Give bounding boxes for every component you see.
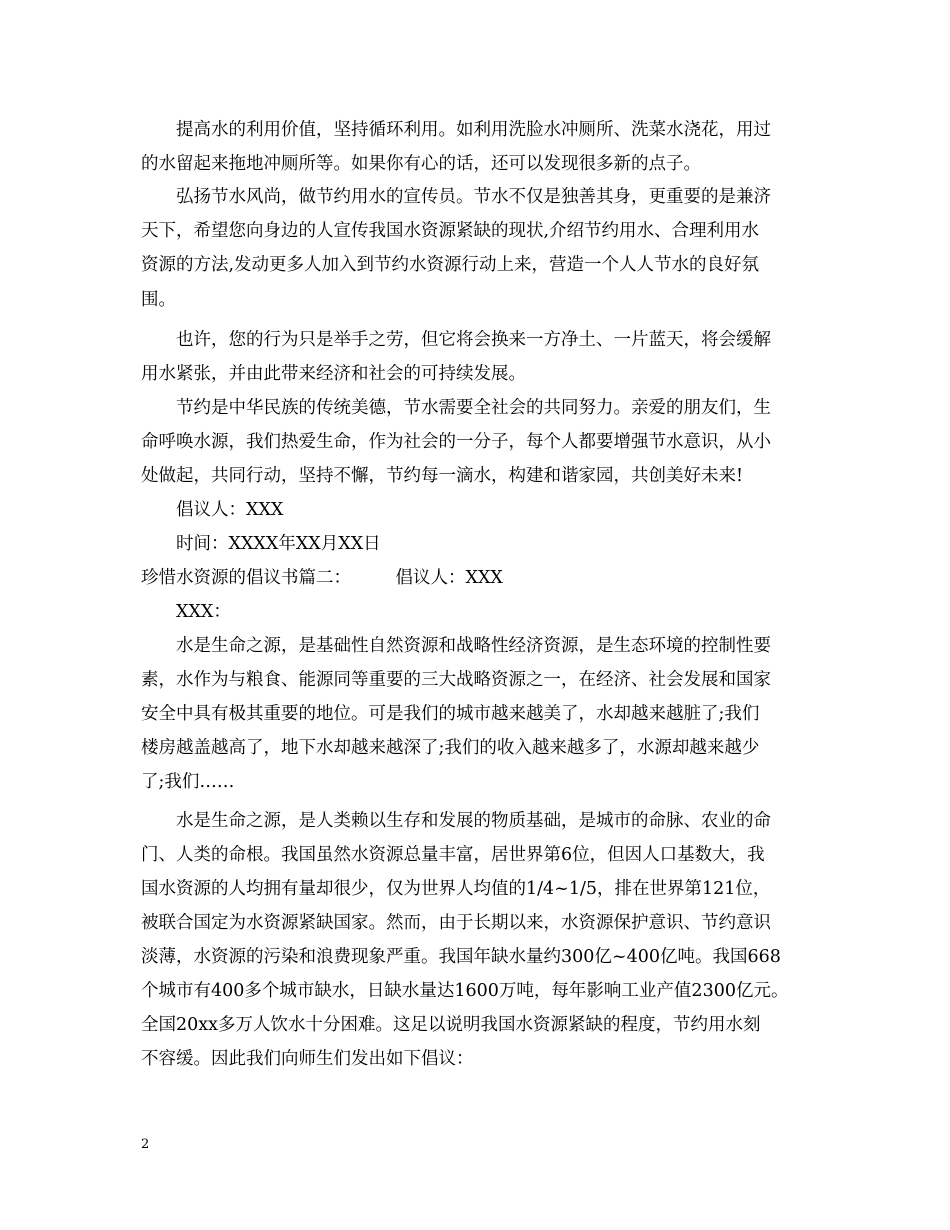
- text-line: 命呼唤水源，我们热爱生命，作为社会的一分子，每个人都要增强节水意识，从小: [141, 432, 771, 452]
- text-line: 淡薄，水资源的污染和浪费现象严重。我国年缺水量约300亿~400亿吨。我国668: [141, 947, 781, 967]
- signature-line: 倡议人：XXX: [176, 500, 284, 520]
- text-line: 素，水作为与粮食、能源同等重要的三大战略资源之一，在经济、社会发展和国家: [141, 670, 771, 690]
- text-line: 不容缓。因此我们向师生们发出如下倡议：: [141, 1049, 474, 1069]
- text-line: 门、人类的命根。我国虽然水资源总量丰富，居世界第6位，但因人口基数大，我: [141, 845, 765, 865]
- text-line: 了;我们……: [141, 772, 235, 792]
- text-line: 处做起，共同行动，坚持不懈，节约每一滴水，构建和谐家园，共创美好未来!: [141, 466, 744, 486]
- text-line: 提高水的利用价值，坚持循环利用。如利用洗脸水冲厕所、洗菜水浇花，用过: [176, 120, 771, 140]
- text-line: 被联合国定为水资源紧缺国家。然而，由于长期以来，水资源保护意识、节约意识: [141, 913, 771, 933]
- text-line: 节约是中华民族的传统美德，节水需要全社会的共同努力。亲爱的朋友们，生: [176, 398, 771, 418]
- date-line: 时间：XXXX年XX月XX日: [176, 534, 381, 554]
- text-line: 水是生命之源，是基础性自然资源和战略性经济资源，是生态环境的控制性要: [176, 636, 771, 656]
- text-line: 的水留起来拖地冲厕所等。如果你有心的话，还可以发现很多新的点子。: [141, 154, 701, 174]
- text-line: 用水紧张，并由此带来经济和社会的可持续发展。: [141, 364, 526, 384]
- text-line: 也许，您的行为只是举手之劳，但它将会换来一方净土、一片蓝天，将会缓解: [176, 330, 771, 350]
- salutation: XXX：: [176, 602, 231, 622]
- text-line: 国水资源的人均拥有量却很少，仅为世界人均值的1/4~1/5，排在世界第121位，: [141, 879, 771, 899]
- text-line: 围。: [141, 290, 176, 310]
- text-line: 天下，希望您向身边的人宣传我国水资源紧缺的现状,介绍节约用水、合理利用水: [141, 221, 760, 241]
- text-line: 资源的方法,发动更多人加入到节约水资源行动上来，营造一个人人节水的良好氛: [141, 255, 760, 275]
- section-heading: 珍惜水资源的倡议书篇二： 倡议人：XXX: [141, 568, 503, 588]
- page-number: 2: [141, 1137, 150, 1152]
- text-line: 安全中具有极其重要的地位。可是我们的城市越来越美了，水却越来越脏了;我们: [141, 704, 760, 724]
- text-line: 水是生命之源，是人类赖以生存和发展的物质基础，是城市的命脉、农业的命: [176, 811, 771, 831]
- text-line: 全国20xx多万人饮水十分困难。这足以说明我国水资源紧缺的程度，节约用水刻: [141, 1015, 761, 1035]
- text-line: 个城市有400多个城市缺水，日缺水量达1600万吨，每年影响工业产值2300亿元。: [141, 981, 789, 1001]
- text-line: 楼房越盖越高了，地下水却越来越深了;我们的收入越来越多了，水源却越来越少: [141, 738, 760, 758]
- text-line: 弘扬节水风尚，做节约用水的宣传员。节水不仅是独善其身，更重要的是兼济: [176, 187, 771, 207]
